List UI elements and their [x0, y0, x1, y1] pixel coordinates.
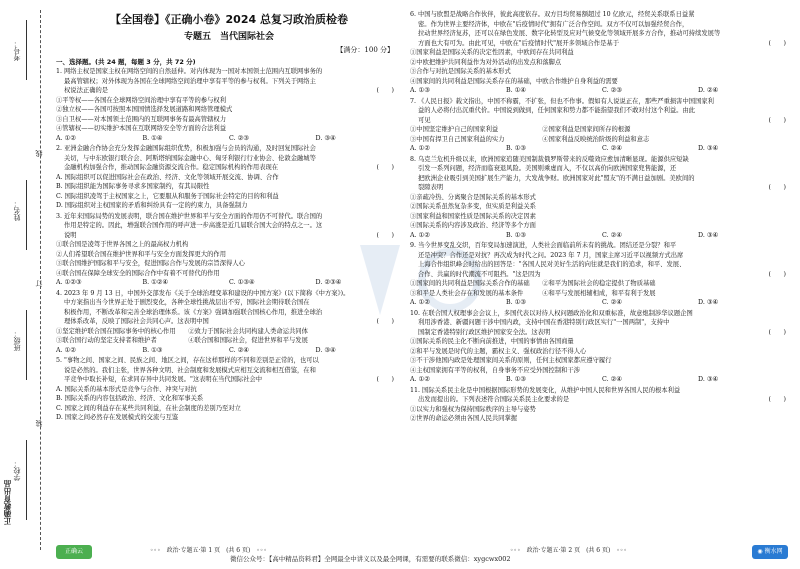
page-footer-left: ◦◦◦ 政治·专题五·第 1 页 (共 6 页) ◦◦◦ [150, 547, 267, 554]
answer-bracket: ( ) [768, 396, 786, 403]
answer-option: B. ①③ [506, 231, 526, 239]
question-item: ③国家利益和国家性质是国际关系的决定因素 [410, 212, 536, 220]
question-4 [56, 289, 402, 356]
question-item: ③联合国行动的坚定支持者和维护者 ④联合国和国际社会，促进世界和平与发展 [56, 337, 308, 344]
answer-option: D. ②③④ [315, 279, 342, 286]
full-score: 【满分：100 分】 [336, 46, 394, 54]
question-5 [410, 309, 794, 385]
answer-option: B. ①②④ [142, 279, 169, 286]
question-stem-line [56, 163, 402, 173]
question-stem-line [56, 317, 402, 327]
question-item: A. 国际关系的基本形式是竞争与合作、冲突与对抗 [56, 385, 197, 393]
answer-option: A. ①② [410, 145, 430, 152]
answer-options [410, 375, 794, 385]
answer-option: A. ①② [410, 231, 430, 239]
question-stem-line [410, 39, 794, 49]
question-stem-line [410, 270, 794, 280]
answer-option: C. ①③④ [229, 279, 255, 286]
right-column [410, 10, 794, 425]
question-item: ①国家利益是国际关系的决定性因素，中欧间存在共同利益 [410, 49, 574, 56]
answer-bracket: ( ) [768, 328, 786, 336]
question-stem-line: 拉动世界经济复苏，还可以在绿色发展、数字化转型及应对气候变化等领域开展多方合作，推动可持续发展等 [418, 30, 721, 37]
question-stem-text: 金融机构加强合作，推动国际金融资源交流合作。稳定国际机构的作用表现在 [64, 164, 279, 171]
answer-bracket: ( ) [376, 318, 394, 325]
logo-left: 正确云 [56, 545, 92, 559]
page-footer-right: ◦◦◦ 政治·专题五·第 2 页 (共 6 页) ◦◦◦ [510, 547, 627, 554]
answer-option: C. ②③ [229, 134, 249, 142]
answer-option: B. ①③ [506, 376, 526, 383]
answer-options [56, 346, 402, 356]
question-stem-text: 平竞争中取长补短，在求同存异中共同发展。"这表明在当代国际社会中 [64, 376, 263, 383]
answer-option: D. ③④ [315, 346, 336, 354]
question-item: B. 国际关系的内容包括政治、经济、文化和军事关系 [56, 395, 204, 402]
answer-options [410, 298, 794, 308]
margin-label-banji: 班级： [13, 330, 21, 351]
question-2 [410, 97, 794, 154]
margin-label-xingming: 姓名： [13, 200, 21, 221]
question-stem-line: 密。作为世界主要经济体，中欧在"后疫情时代"拥有广泛合作空间。双方不仅可以加强经贸合作， [418, 20, 689, 28]
question-stem-line: 说是必然的。我们主张，世界各种文明、社会制度和发展模式应相互交流和相互借鉴，在和 [64, 366, 316, 374]
question-item: ②国际关系虽然复杂多变，但实质是利益关系 [410, 203, 536, 210]
question-item: ①亲疏冷热、分离聚合是国际关系的基本形式 [410, 193, 536, 201]
answer-option: B. ①③ [506, 299, 526, 306]
question-item: ②独立权——各国可按照本国国情选择发展道路和网络管理模式 [56, 106, 233, 113]
question-1 [410, 10, 794, 96]
question-list-right [410, 10, 794, 424]
question-item: ③不干涉他国内政是处理国家间关系的原则，任何主权国家都应遵守履行 [410, 357, 612, 364]
answer-option: D. ③④ [698, 376, 719, 383]
question-stem-text: 方面也大有可为。由此可见，中欧在"后疫情时代"展开多领域合作是基于 [418, 39, 619, 47]
question-stem-line [56, 231, 402, 241]
answer-bracket: ( ) [768, 39, 786, 47]
answer-option: B. ①③ [142, 346, 163, 354]
question-3 [56, 212, 402, 288]
margin-label-kaohao: 考号： [13, 40, 21, 61]
question-item: ④国家间的共同利益是国际关系存在的基础，中欧合作维护自身利益的需要 [410, 77, 618, 85]
answer-option: A. ①③ [410, 87, 430, 94]
question-item: ②和平与发展是时代的主题，霸权主义、强权政治行径不得人心 [410, 347, 587, 355]
answer-option: C. ②③ [602, 87, 622, 94]
answer-option: C. ②④ [602, 231, 622, 239]
margin-word-zhuang: 装 [35, 420, 43, 427]
question-item: ③中国有捍卫自己国家利益的实力 ④国家利益反映统治阶级的利益和意志 [410, 135, 650, 143]
margin-line [26, 20, 27, 80]
question-stem-text: 裂隙表明 [418, 184, 444, 191]
question-3 [410, 155, 794, 241]
question-stem-line: 6. 中国与欧盟是战略合作伙伴，彼此高度依存。双方目均贸易额超过 10 亿欧元，经贸关系联系日益紧 [410, 11, 695, 18]
answer-option: C. ②④ [602, 145, 622, 152]
question-item: ①平等权——各国在全球网络空间治理中享有平等的参与权利 [56, 96, 227, 104]
answer-option: D. ③④ [698, 145, 719, 152]
question-item: ②世界的命运必须由各国人民共同掌握 [410, 415, 518, 422]
answer-option: A. ①②③ [56, 279, 82, 286]
question-stem-line: 作用是特定的。因此，增强联合国作用的呼声进一步高涨是近几届联合国大会的特点之一。这 [64, 222, 323, 229]
question-item: ③自卫权——对本国领土范围内的互联网事务有最高管辖权力 [56, 115, 227, 123]
question-item: ④联合国在保障全球安全的国际合作中有着不可替代的作用 [56, 269, 220, 277]
answer-option: C. ②④ [602, 299, 622, 306]
question-item: B. 国际组织能为国际事务寻求多国家制约，有其局限性 [56, 183, 210, 190]
section-heading: 一、选择题。(共 24 题，每题 3 分，共 72 分) [56, 57, 196, 66]
question-item: D. 国际组织对主权国家的矛盾和纠纷具有一定的约束力，具备强制力 [56, 202, 248, 209]
answer-bracket: ( ) [768, 270, 786, 278]
question-stem-line [410, 116, 794, 126]
left-column [56, 10, 402, 424]
answer-bracket: ( ) [768, 116, 786, 124]
question-stem-line: 5. "事物之间、国家之间、民族之间、地区之间，存在这样那样的不同和差别是正常的，也可以 [56, 357, 319, 364]
answer-options [410, 86, 794, 96]
margin-word-ding: 订 [35, 280, 43, 287]
question-item: ②中欧把维护共同利益作为对外活动的出发点和落脚点 [410, 58, 562, 66]
answer-option: C. ②④ [602, 376, 622, 383]
answer-bracket: ( ) [376, 164, 394, 171]
binding-margin [0, 0, 48, 569]
question-item: ③和平是人类社会存在和发展的基本条件 ④和平与发展相辅相成，和平有利于发展 [410, 289, 656, 297]
question-item: ①国际关系的民主化不断向前推进，中国的事情由各国商量 [410, 338, 574, 345]
question-item: ①联合国是凌驾于世界各国之上的最高权力机构 [56, 241, 189, 248]
answer-options [410, 231, 794, 241]
question-list-left [56, 67, 402, 423]
answer-bracket: ( ) [376, 231, 394, 239]
question-stem-line [410, 328, 794, 338]
question-item: ①坚定维护联合国在国际事务中的核心作用 ②致力于国际社会共同构建人类命运共同体 [56, 327, 308, 335]
question-item: ③联合国维护国际和平与安全，促进国际合作与发展的宗旨深得人心 [56, 260, 245, 267]
answer-option: B. ①④ [506, 87, 526, 94]
question-stem-line [410, 183, 794, 193]
answer-option: D. ②④ [698, 87, 719, 94]
question-1 [56, 67, 402, 143]
answer-option: C. ②④ [229, 346, 249, 354]
question-stem-text: 权说法正确的是 [64, 87, 109, 94]
margin-line [26, 440, 27, 520]
margin-label-xuexiao: 学校： [13, 460, 21, 481]
question-stem-line: 11. 国际关系民主化是中国根据国际形势的发展变化，从维护中国人民和世界各国人民的根本利益 [410, 386, 681, 394]
answer-bracket: ( ) [768, 184, 786, 191]
question-stem-line: 积极作用，不断改革和完善全球治理体系。该《方案》强调加强联合国核心作用，推进全球治 [64, 308, 323, 316]
question-2 [56, 144, 402, 211]
question-item: ④主权国家拥有平等的权利，自身事务不应受外国控制和干涉 [410, 366, 581, 374]
question-stem-line: 7. 《人民日报》载文指出，中国不称霸，不扩张，但也不作事。假如有人说说正在，那些严重损害中国国家利 [410, 97, 714, 105]
logo-right: ◉ 衡水网 [752, 545, 788, 559]
question-item: C. 国家之间的利益存在某些共同利益，在社会制度的差别乃至对立 [56, 404, 241, 412]
question-stem-line: 还是冲突？合作还是对抗？再次成为时代之问。2023 年 7 月，国家主席习近平以视频方式出席 [418, 251, 684, 259]
margin-line [26, 310, 27, 380]
question-stem-line: 2. 亚洲金融合作协会充分发挥金融国际组织优势，积极加强与会员的沟通，及时回复国际社会 [56, 145, 316, 152]
answer-option: A. ①② [410, 376, 430, 383]
question-stem-text: 可见 [418, 116, 431, 124]
page-title: 【全国卷】《正确小卷》2024 总复习政治质检卷 [110, 13, 348, 26]
question-stem-line: 1. 网络主权是国家主权在网络空间的自然延伸。对内体现为一国对本国领土范围内互联网事务的 [56, 68, 323, 75]
question-item: ①国家间的共同利益是国际关系合作的基础 ②和平为国际社会的稳定提供了物质基础 [410, 280, 656, 287]
footer-note: 微信公众号：【高中精品资料君】全网最全中讲义以及最全网课，有需要的联系微信：xygcwx002 [230, 555, 511, 563]
question-item: ④国际关系的内容涉及政治、经济等多个方面 [410, 222, 536, 229]
question-stem-line: 关切，与中东欧银行联合会、阿斯塔纳国际金融中心、匈牙利银行行业协会、伦敦金融城等 [64, 154, 316, 162]
answer-option: D. ③④ [315, 134, 336, 142]
question-stem-text: 理体系改革，反映了国际社会共同心声。这表明中国 [64, 318, 209, 325]
question-4 [410, 241, 794, 308]
answer-option: B. ①③ [506, 145, 526, 152]
question-stem-line [56, 375, 402, 385]
answer-bracket: ( ) [376, 376, 394, 383]
question-stem-text: 合作、共赢的时代潮流不可阻挡。"这是因为 [418, 270, 541, 278]
answer-option: A. ①② [56, 134, 76, 142]
answer-option: A. ①② [56, 346, 76, 354]
question-item: ④管辖权——切实维护本国在互联网络安全等方面的合法利益 [56, 125, 227, 132]
question-stem-line: 4. 2023 年 9 月 13 日，中国外交部发布《关于全球治理变革和建设的中国方案》(以下简称《中方案》)。 [56, 289, 350, 297]
question-5 [56, 356, 402, 423]
question-stem-line: 9. 当今世界变乱交织，百年变局加速演进，人类社会面临前所未有的挑战。团结还是分裂？和平 [410, 242, 677, 249]
answer-option: A. ①② [410, 299, 430, 306]
answer-bracket: ( ) [376, 87, 394, 94]
question-item: ②人们希望联合国在维护世界和平与安全方面发挥更大的作用 [56, 250, 227, 258]
question-stem-line: 上海合作组织峰会时给出的回答是："各国人民对美好生活的向往就是我们的追求，和平、发展、 [418, 261, 686, 268]
margin-word-xian: 线 [35, 150, 43, 157]
question-stem-text: 国制定香港特别行政区维护国家安全法。这表明 [418, 328, 551, 336]
question-stem-line [410, 395, 794, 405]
question-item: D. 国家之间必然存在发展模式的交流与互鉴 [56, 414, 179, 421]
answer-options [56, 134, 402, 144]
question-stem-line: 利用涉香港、新疆问题干涉中国内政，支持中国在香港特别行政区实行"一国两制"，支持中 [418, 319, 670, 326]
answer-option: D. ③④ [698, 231, 719, 239]
question-stem-line: 引发一系列问题，经济而临衰退风险。美国则乘虚而入，不仅以高价向欧洲国家兜售能源，还 [418, 165, 677, 172]
question-stem-line: 中方案指出当今世界正处于剧烈变化，各种全球性挑战层出不穷，国际社会期待联合国在 [64, 299, 310, 306]
question-item: ①以实力和强权为保持国际秩序的主导与姿势 [410, 405, 536, 413]
question-stem-line [56, 86, 402, 96]
question-stem-line: 3. 近年来国际局势的发展表明，联合国在维护世界和平与安全方面的作用仍不可替代。联合国的 [56, 212, 323, 220]
question-stem-line: 最高管辖权；对外体现为各国在全球网络空间治理中享有平等的参与权利。下列关于网络主 [64, 77, 316, 85]
question-item: C. 国际组织凌驾于主权国家之上，它要服从和服务于国际社会特定的目的和利益 [56, 192, 279, 200]
question-item: A. 国际组织可以促进国际社会在政治、经济、文化等领域开展交流、协调、合作 [56, 173, 279, 181]
question-item: ③合作与对抗是国际关系的基本形式 [410, 68, 511, 75]
answer-option: B. ①④ [142, 134, 163, 142]
question-stem-line: 把欧洲企业吸引到美国扩展生产能力，大发战争财。欧洲国家对此"盟友"的不满日益加剧。美欧间的 [418, 174, 695, 182]
margin-logo-vertical: 正确教育出品 [3, 480, 12, 525]
page-subtitle: 专题五 当代国际社会 [183, 32, 274, 42]
question-stem-line: 10. 在联合国人权理事会会议上，多国代表以对待人权问题政治化和双重标准，故意炮制涉华议题企图 [410, 309, 693, 317]
question-item: ①中国坚定维护自己的国家利益 ②国家利益是国家间所存的根源 [410, 126, 631, 133]
question-stem-line: 益的人必将付出沉重代价。中国说到做到，任何国家和势力都不能指望我们不敢对付这个利益。由此 [418, 107, 696, 114]
margin-line [26, 180, 27, 250]
answer-options [56, 278, 402, 288]
question-stem-text: 出发而提出的。下列表述符合国际关系民主化要求的是 [418, 396, 570, 403]
question-stem-line: 8. 乌克兰危机升级以来，欧洲国家追随美国制裁俄罗斯带来的反噬效应愈加清晰显现。能源供应短缺 [410, 155, 689, 163]
question-6 [410, 386, 794, 424]
cut-line [40, 10, 41, 550]
answer-options [410, 144, 794, 154]
answer-option: D. ③④ [698, 299, 719, 306]
question-stem-text: 说明 [64, 231, 77, 239]
